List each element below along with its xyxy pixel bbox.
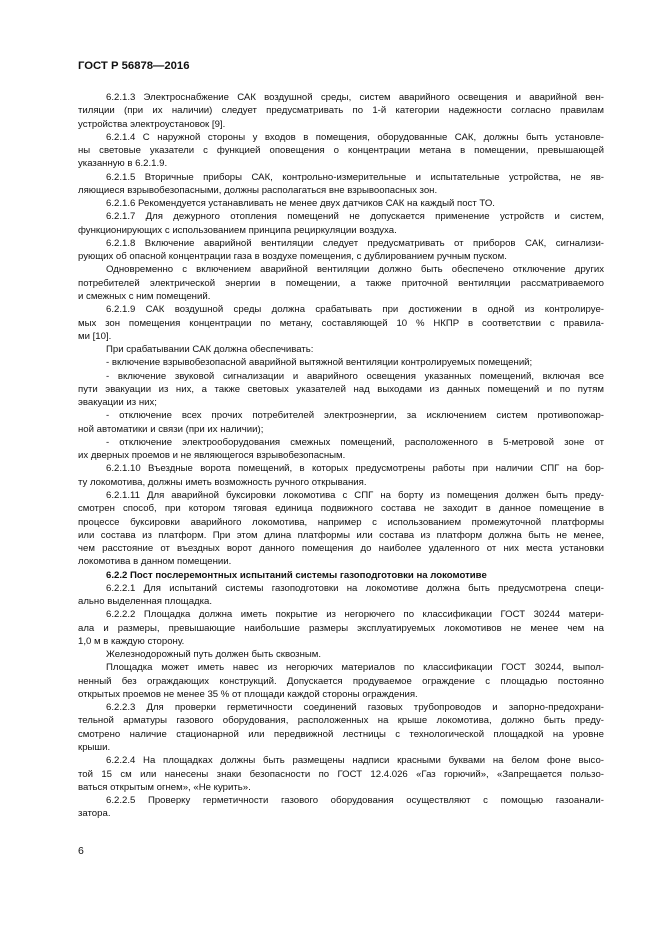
text-line: 6.2.1.4 С наружной стороны у входов в помещения, оборудованные САК, должны быть установле- <box>106 131 604 143</box>
text-line: Площадка может иметь навес из негорючих материалов по классификации ГОСТ 30244, выпол- <box>106 662 604 674</box>
text-line: тельной арматуры газового оборудования, расположенных на крыше локомотива, должно быть преду- <box>78 715 604 727</box>
text-line: мых зон помещения концентрации по метану, составляющей 10 % НКПР в соответствии с правила- <box>78 317 604 329</box>
text-line: устройства электроустановок [9]. <box>78 118 226 130</box>
text-line: 6.2.2.2 Площадка должна иметь покрытие из негорючего по классификации ГОСТ 30244 матери- <box>106 609 604 621</box>
text-line: пути эвакуации из них, а также световых указателей над выходами из данных помещений и по путям <box>78 383 604 395</box>
page-number: 6 <box>78 845 84 857</box>
text-line: Железнодорожный путь должен быть сквозным. <box>106 649 322 661</box>
text-line: 6.2.2.5 Проверку герметичности газового оборудования осуществляют с помощью газоанали- <box>106 795 604 807</box>
text-line: эвакуации из них; <box>78 397 157 409</box>
text-line: или состава из платформ. При этом длина платформы или состава из платформ должна быть не менее, <box>78 529 604 541</box>
text-line: ваться открытым огнем», «Не курить». <box>78 781 251 793</box>
text-line: - включение взрывобезопасной аварийной вытяжной вентиляции контролируемых помещений; <box>106 357 533 369</box>
text-line: ально выделенная площадка. <box>78 596 213 608</box>
text-line: 6.2.1.11 Для аварийной буксировки локомотива с СПГ на борту из помещения должен быть преду- <box>106 489 604 501</box>
text-line: ной автоматики и связи (при их наличии); <box>78 423 264 435</box>
text-line: чем расстояние от въездных ворот данного помещения до наиболее удаленного от них места установки <box>78 543 604 555</box>
document-body <box>78 91 604 821</box>
page-header: ГОСТ Р 56878—2016 <box>78 60 190 72</box>
text-line: 6.2.1.6 Рекомендуется устанавливать не менее двух датчиков САК на каждый пост ТО. <box>106 198 495 210</box>
text-line: 6.2.2.1 Для испытаний системы газоподготовки на локомотиве должна быть предусмотрена специ- <box>106 582 604 594</box>
text-line: процессе буксировки аварийного локомотива, например с использованием промежуточной платформы <box>78 516 604 528</box>
text-line: - отключение электрооборудования смежных помещений, расположенного в 5-метровой зоне от <box>106 436 604 448</box>
text-line: При срабатывании САК должна обеспечивать: <box>106 344 314 356</box>
text-line: потребителей электрической энергии в помещении, а также приточной вентиляции рассматриваемого <box>78 277 604 289</box>
text-line: ненный без ограждающих конструкций. Допускается продуваемое ограждение с площадью постоянно <box>78 675 604 687</box>
text-line: тиляции (при их наличии) следует предусматривать по 1-й категории надежности согласно правилам <box>78 105 604 117</box>
text-line: Одновременно с включением аварийной вентиляции должно быть обеспечено отключение других <box>106 264 604 276</box>
text-line: открытых проемов не менее 35 % от площади каждой стороны ограждения. <box>78 688 418 700</box>
text-line: и смежных с ним помещений. <box>78 290 211 302</box>
section-heading: 6.2.2 Пост послеремонтных испытаний системы газоподготовки на локомотиве <box>106 569 487 581</box>
text-line: локомотива в данном помещении. <box>78 556 232 568</box>
text-line: 6.2.1.9 САК воздушной среды должна срабатывать при достижении в одной из контролируе- <box>106 304 604 316</box>
text-line: 6.2.2.4 На площадках должны быть размещены надписи красными буквами на белом фоне высо- <box>106 755 604 767</box>
text-line: 6.2.1.7 Для дежурного отопления помещений не допускается применение устройств и систем, <box>106 211 604 223</box>
text-line: смотрено наличие стационарной или передвижной лестницы с технологической площадкой на уровне <box>78 728 604 740</box>
text-line: ми [10]. <box>78 330 112 342</box>
text-line: их дверных проемов и не являющегося взрывобезопасным. <box>78 450 346 462</box>
text-line: ляющиеся взрывобезопасными, должны располагаться вне взрывоопасных зон. <box>78 184 438 196</box>
text-line: ту локомотива, должны иметь возможность ручного открывания. <box>78 476 367 488</box>
text-line: крыши. <box>78 742 111 754</box>
text-line: указанную в 6.2.1.9. <box>78 158 168 170</box>
text-line: ны световые указатели с функцией оповещения о концентрации метана в помещении, превышающей <box>78 145 604 157</box>
text-line: рующих об опасной концентрации газа в воздухе помещения, с дублированием ручным пуском. <box>78 251 507 263</box>
text-line: смотрен способ, при котором тяговая единица подвижного состава не заходит в данное помещение в <box>78 503 604 515</box>
text-line: ала и размеры, превышающие наибольшие размеры эксплуатируемых локомотивов не менее чем на <box>78 622 604 634</box>
text-line: 6.2.1.8 Включение аварийной вентиляции следует предусматривать от приборов САК, сигнализи- <box>106 237 604 249</box>
text-line: 6.2.1.3 Электроснабжение САК воздушной среды, систем аварийного освещения и аварийной вен- <box>106 92 604 103</box>
text-line: 6.2.1.10 Въездные ворота помещений, в которых предусмотрены работы при наличии СПГ на бор- <box>106 463 604 475</box>
text-line: 1,0 м в каждую сторону. <box>78 635 185 647</box>
text-line: - включение звуковой сигнализации и аварийного освещения указанных помещений, включая все <box>106 370 604 382</box>
text-line: затора. <box>78 808 111 820</box>
text-line: 6.2.1.5 Вторичные приборы САК, контрольно-измерительные и испытательные устройства, не яв- <box>106 171 604 183</box>
text-line: той 15 см или нанесены знаки безопасности по ГОСТ 12.4.026 «Газ горючий», «Запрещается пользо- <box>78 768 604 780</box>
text-line: 6.2.2.3 Для проверки герметичности соединений газовых трубопроводов и запорно-предохрани- <box>106 702 604 714</box>
text-line: - отключение всех прочих потребителей электроэнергии, за исключением систем противопожар- <box>106 410 604 422</box>
text-line: функционирующих с использованием принципа рециркуляции воздуха. <box>78 224 397 236</box>
